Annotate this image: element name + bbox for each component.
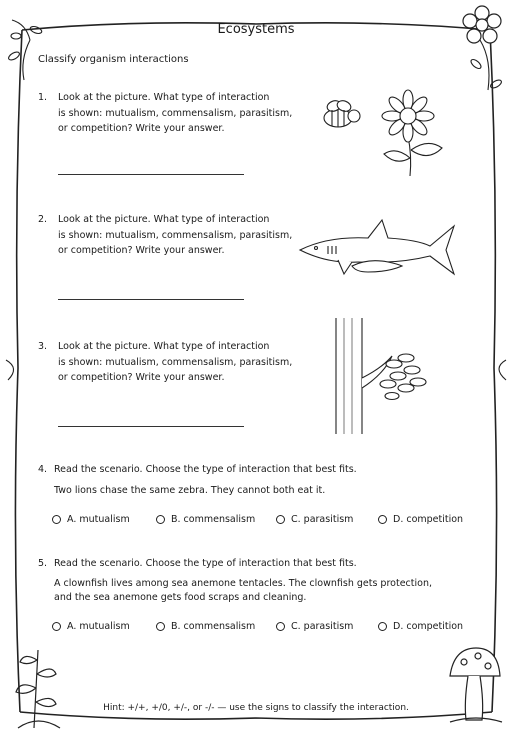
option-b[interactable] — [156, 514, 255, 525]
question-text-line: is shown: mutualism, commensalism, parasitism, — [58, 229, 293, 241]
scenario-text: Two lions chase the same zebra. They cannot both eat it. — [54, 485, 326, 496]
question-number: 2. — [38, 214, 48, 225]
radio-button[interactable] — [156, 515, 165, 524]
radio-button[interactable] — [276, 622, 285, 631]
question-text-line: is shown: mutualism, commensalism, parasitism, — [58, 107, 293, 119]
answer-line-2[interactable] — [58, 299, 244, 300]
options-question-4 — [52, 514, 482, 528]
question-text-line: Look at the picture. What type of interaction — [58, 214, 270, 225]
question-text-line: or competition? Write your answer. — [58, 245, 225, 256]
question-4 — [38, 462, 478, 502]
answer-line-3[interactable] — [58, 426, 244, 427]
page-title: Ecosystems — [217, 22, 295, 37]
option-c[interactable] — [276, 621, 353, 632]
question-number: 1. — [38, 92, 48, 103]
leafy-plant-icon — [8, 640, 68, 730]
question-number: 3. — [38, 341, 48, 352]
radio-button[interactable] — [52, 622, 61, 631]
bee-and-flower-illustration — [318, 86, 468, 178]
option-d[interactable] — [378, 514, 463, 525]
option-d[interactable] — [378, 621, 463, 632]
question-text-line: or competition? Write your answer. — [58, 372, 225, 383]
question-prompt: Read the scenario. Choose the type of interaction that best fits. — [54, 558, 357, 569]
option-label: D. competition — [393, 514, 464, 525]
radio-button[interactable] — [378, 622, 387, 631]
question-prompt: Read the scenario. Choose the type of interaction that best fits. — [54, 464, 357, 475]
option-a[interactable] — [52, 514, 130, 525]
question-1 — [38, 90, 292, 137]
tree-with-mistletoe-illustration — [332, 318, 452, 436]
question-number: 4. — [38, 464, 48, 475]
question-3 — [38, 339, 292, 386]
radio-button[interactable] — [52, 515, 61, 524]
question-number: 5. — [38, 558, 48, 569]
question-2 — [38, 212, 292, 259]
question-text-line: Look at the picture. What type of interaction — [58, 341, 270, 352]
question-5 — [38, 556, 478, 606]
option-label: B. commensalism — [171, 514, 256, 525]
option-label: C. parasitism — [291, 514, 354, 525]
option-c[interactable] — [276, 514, 353, 525]
radio-button[interactable] — [156, 622, 165, 631]
question-text-line: is shown: mutualism, commensalism, parasitism, — [58, 356, 293, 368]
scenario-text: A clownfish lives among sea anemone tentacles. The clownfish gets protection, — [54, 578, 432, 589]
section-subtitle: Classify organism interactions — [38, 54, 189, 65]
scenario-text: and the sea anemone gets food scraps and cleaning. — [54, 592, 307, 603]
hint-text: Hint: +/+, +/0, +/-, or -/- — use the signs to classify the interaction. — [103, 703, 409, 713]
radio-button[interactable] — [276, 515, 285, 524]
option-a[interactable] — [52, 621, 130, 632]
options-question-5 — [52, 621, 482, 635]
option-label: A. mutualism — [67, 621, 130, 632]
mushroom-icon — [446, 646, 504, 726]
option-label: A. mutualism — [67, 514, 130, 525]
answer-line-1[interactable] — [58, 174, 244, 175]
option-label: C. parasitism — [291, 621, 354, 632]
option-b[interactable] — [156, 621, 255, 632]
shark-and-remora-illustration — [298, 218, 458, 282]
radio-button[interactable] — [378, 515, 387, 524]
option-label: B. commensalism — [171, 621, 256, 632]
question-text-line: Look at the picture. What type of interaction — [58, 92, 270, 103]
option-label: D. competition — [393, 621, 464, 632]
question-text-line: or competition? Write your answer. — [58, 123, 225, 134]
